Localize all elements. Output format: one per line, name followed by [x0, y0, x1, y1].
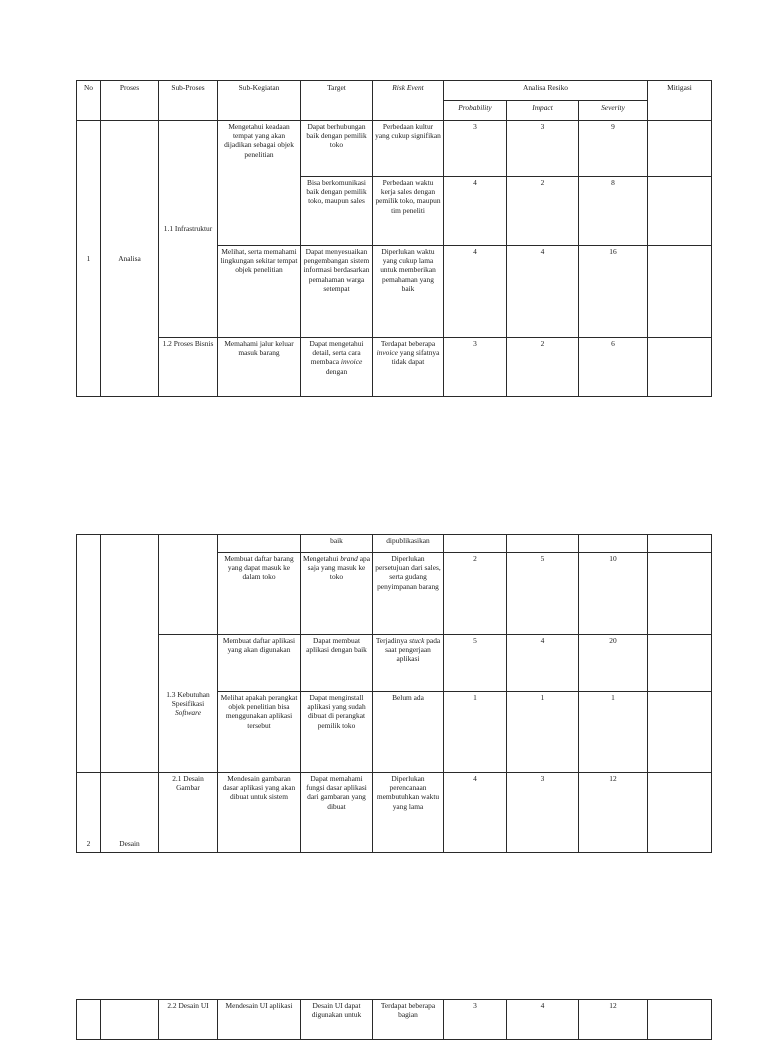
sub-kegiatan-cell: Mendesain gambaran dasar aplikasi yang akan dibuat untuk sistem — [218, 773, 301, 853]
target-cell: Dapat berhubungan baik dengan pemilik toko — [301, 121, 373, 177]
target-cell: Bisa berkomunikasi baik dengan pemilik toko, maupun sales — [301, 177, 373, 246]
probability-cell: 4 — [444, 177, 507, 246]
sub-process — [159, 635, 218, 773]
impact-cell: 4 — [507, 1000, 579, 1040]
probability-cell: 2 — [444, 553, 507, 635]
sub-process: 1.2 Proses Bisnis — [159, 338, 218, 397]
impact-cell: 4 — [507, 635, 579, 692]
risk-italic-term: stuck — [409, 636, 425, 645]
target-cell: baik — [301, 535, 373, 553]
sub-process-italic-term: Software — [174, 708, 201, 718]
target-cell — [301, 338, 373, 397]
risk-event-cell: dipublikasikan — [373, 535, 444, 553]
probability-cell: 3 — [444, 1000, 507, 1040]
header-sub-proses: Sub-Proses — [159, 81, 218, 121]
severity-cell: 20 — [579, 635, 648, 692]
header-sub-kegiatan: Sub-Kegiatan — [218, 81, 301, 121]
impact-cell: 3 — [507, 773, 579, 853]
target-text: Mengetahui — [303, 554, 339, 563]
target-cell: Dapat menyesuaikan pengembangan sistem informasi berdasarkan pemahaman warga setempat — [301, 246, 373, 338]
probability-cell: 3 — [444, 338, 507, 397]
process-name: Analisa — [101, 121, 159, 397]
risk-event-cell — [373, 338, 444, 397]
mitigasi-cell — [648, 246, 712, 338]
probability-cell: 1 — [444, 692, 507, 773]
target-cell: Desain UI dapat digunakan untuk — [301, 1000, 373, 1040]
mitigasi-cell — [648, 773, 712, 853]
severity-cell: 8 — [579, 177, 648, 246]
target-italic-term: brand — [340, 554, 358, 563]
sub-kegiatan-cell: Melihat apakah perangkat objek penelitian bisa menggunakan aplikasi tersebut — [218, 692, 301, 773]
sub-kegiatan-cell: Mendesain UI aplikasi — [218, 1000, 301, 1040]
probability-cell — [444, 535, 507, 553]
risk-event-cell: Belum ada — [373, 692, 444, 773]
target-cell: Dapat menginstall aplikasi yang sudah dibuat di perangkat pemilik toko — [301, 692, 373, 773]
sub-kegiatan-cell: Mengetahui keadaan tempat yang akan dijadikan sebagai objek penelitian — [218, 121, 301, 246]
sub-kegiatan-cell: Memahami jalur keluar masuk barang — [218, 338, 301, 397]
process-number-empty — [77, 1000, 101, 1040]
header-analisa-resiko: Analisa Resiko — [444, 81, 648, 101]
impact-cell: 2 — [507, 177, 579, 246]
header-severity: Severity — [579, 101, 648, 121]
risk-event-cell — [373, 635, 444, 692]
target-cell: Dapat memahami fungsi dasar aplikasi dari gambaran yang dibuat — [301, 773, 373, 853]
target-text: Dapat mengetahui detail, serta cara membaca — [309, 339, 364, 367]
process-name: Desain — [101, 773, 159, 853]
target-cell — [301, 553, 373, 635]
severity-cell: 12 — [579, 773, 648, 853]
process-name-empty — [101, 1000, 159, 1040]
mitigasi-cell — [648, 635, 712, 692]
sub-process-text: 1.3 Kebutuhan Spesifikasi — [166, 689, 210, 708]
mitigasi-cell — [648, 177, 712, 246]
impact-cell: 1 — [507, 692, 579, 773]
severity-cell: 9 — [579, 121, 648, 177]
severity-cell: 12 — [579, 1000, 648, 1040]
sub-kegiatan-cell: Membuat daftar aplikasi yang akan digunakan — [218, 635, 301, 692]
impact-cell: 3 — [507, 121, 579, 177]
target-cell: Dapat membuat aplikasi dengan baik — [301, 635, 373, 692]
sub-kegiatan-cell: Melihat, serta memahami lingkungan sekitar tempat objek penelitian — [218, 246, 301, 338]
risk-table-part-1 — [76, 80, 712, 397]
header-mitigasi: Mitigasi — [648, 81, 712, 121]
risk-text: Terjadinya — [375, 636, 408, 645]
sub-kegiatan-cell: Membuat daftar barang yang dapat masuk ke dalam toko — [218, 553, 301, 635]
header-probability: Probability — [444, 101, 507, 121]
severity-cell — [579, 535, 648, 553]
probability-cell: 4 — [444, 246, 507, 338]
risk-table-part-3 — [76, 999, 712, 1040]
probability-cell: 3 — [444, 121, 507, 177]
header-target: Target — [301, 81, 373, 121]
header-impact: Impact — [507, 101, 579, 121]
process-number-empty — [77, 535, 101, 773]
severity-cell: 10 — [579, 553, 648, 635]
severity-cell: 6 — [579, 338, 648, 397]
risk-text: Terdapat beberapa — [380, 339, 436, 348]
process-name-empty — [101, 535, 159, 773]
impact-cell: 5 — [507, 553, 579, 635]
mitigasi-cell — [648, 1000, 712, 1040]
risk-event-cell: Perbedaan waktu kerja sales dengan pemilik toko, maupun tim peneliti — [373, 177, 444, 246]
sub-kegiatan-cell — [218, 535, 301, 553]
risk-italic-term: invoice — [376, 348, 398, 358]
target-text: dengan — [325, 366, 348, 376]
impact-cell: 2 — [507, 338, 579, 397]
mitigasi-cell — [648, 553, 712, 635]
risk-event-cell: Perbedaan kultur yang cukup signifikan — [373, 121, 444, 177]
mitigasi-cell — [648, 692, 712, 773]
header-proses: Proses — [101, 81, 159, 121]
risk-event-cell: Diperlukan perencanaan membutuhkan waktu yang lama — [373, 773, 444, 853]
severity-cell: 16 — [579, 246, 648, 338]
impact-cell: 4 — [507, 246, 579, 338]
impact-cell — [507, 535, 579, 553]
probability-cell: 5 — [444, 635, 507, 692]
risk-event-cell: Diperlukan waktu yang cukup lama untuk memberikan pemahaman yang baik — [373, 246, 444, 338]
mitigasi-cell — [648, 121, 712, 177]
process-number: 2 — [77, 773, 101, 853]
sub-process: 2.2 Desain UI — [159, 1000, 218, 1040]
risk-event-cell: Terdapat beberapa bagian — [373, 1000, 444, 1040]
sub-process: 1.1 Infrastruktur — [159, 121, 218, 338]
risk-text: yang sifatnya tidak dapat — [391, 348, 440, 367]
mitigasi-cell — [648, 338, 712, 397]
header-risk-event: Risk Event — [373, 81, 444, 121]
probability-cell: 4 — [444, 773, 507, 853]
sub-process: 2.1 Desain Gambar — [159, 773, 218, 853]
target-text: apa saja yang masuk ke toko — [307, 554, 370, 582]
mitigasi-cell — [648, 535, 712, 553]
severity-cell: 1 — [579, 692, 648, 773]
sub-process-empty — [159, 535, 218, 635]
risk-table-part-2 — [76, 534, 712, 853]
header-no: No — [77, 81, 101, 121]
process-number: 1 — [77, 121, 101, 397]
target-italic-term: invoice — [340, 357, 363, 367]
risk-event-cell: Diperlukan persetujuan dari sales, serta gudang penyimpanan barang — [373, 553, 444, 635]
risk-text: pada saat pengerjaan aplikasi — [385, 636, 441, 664]
